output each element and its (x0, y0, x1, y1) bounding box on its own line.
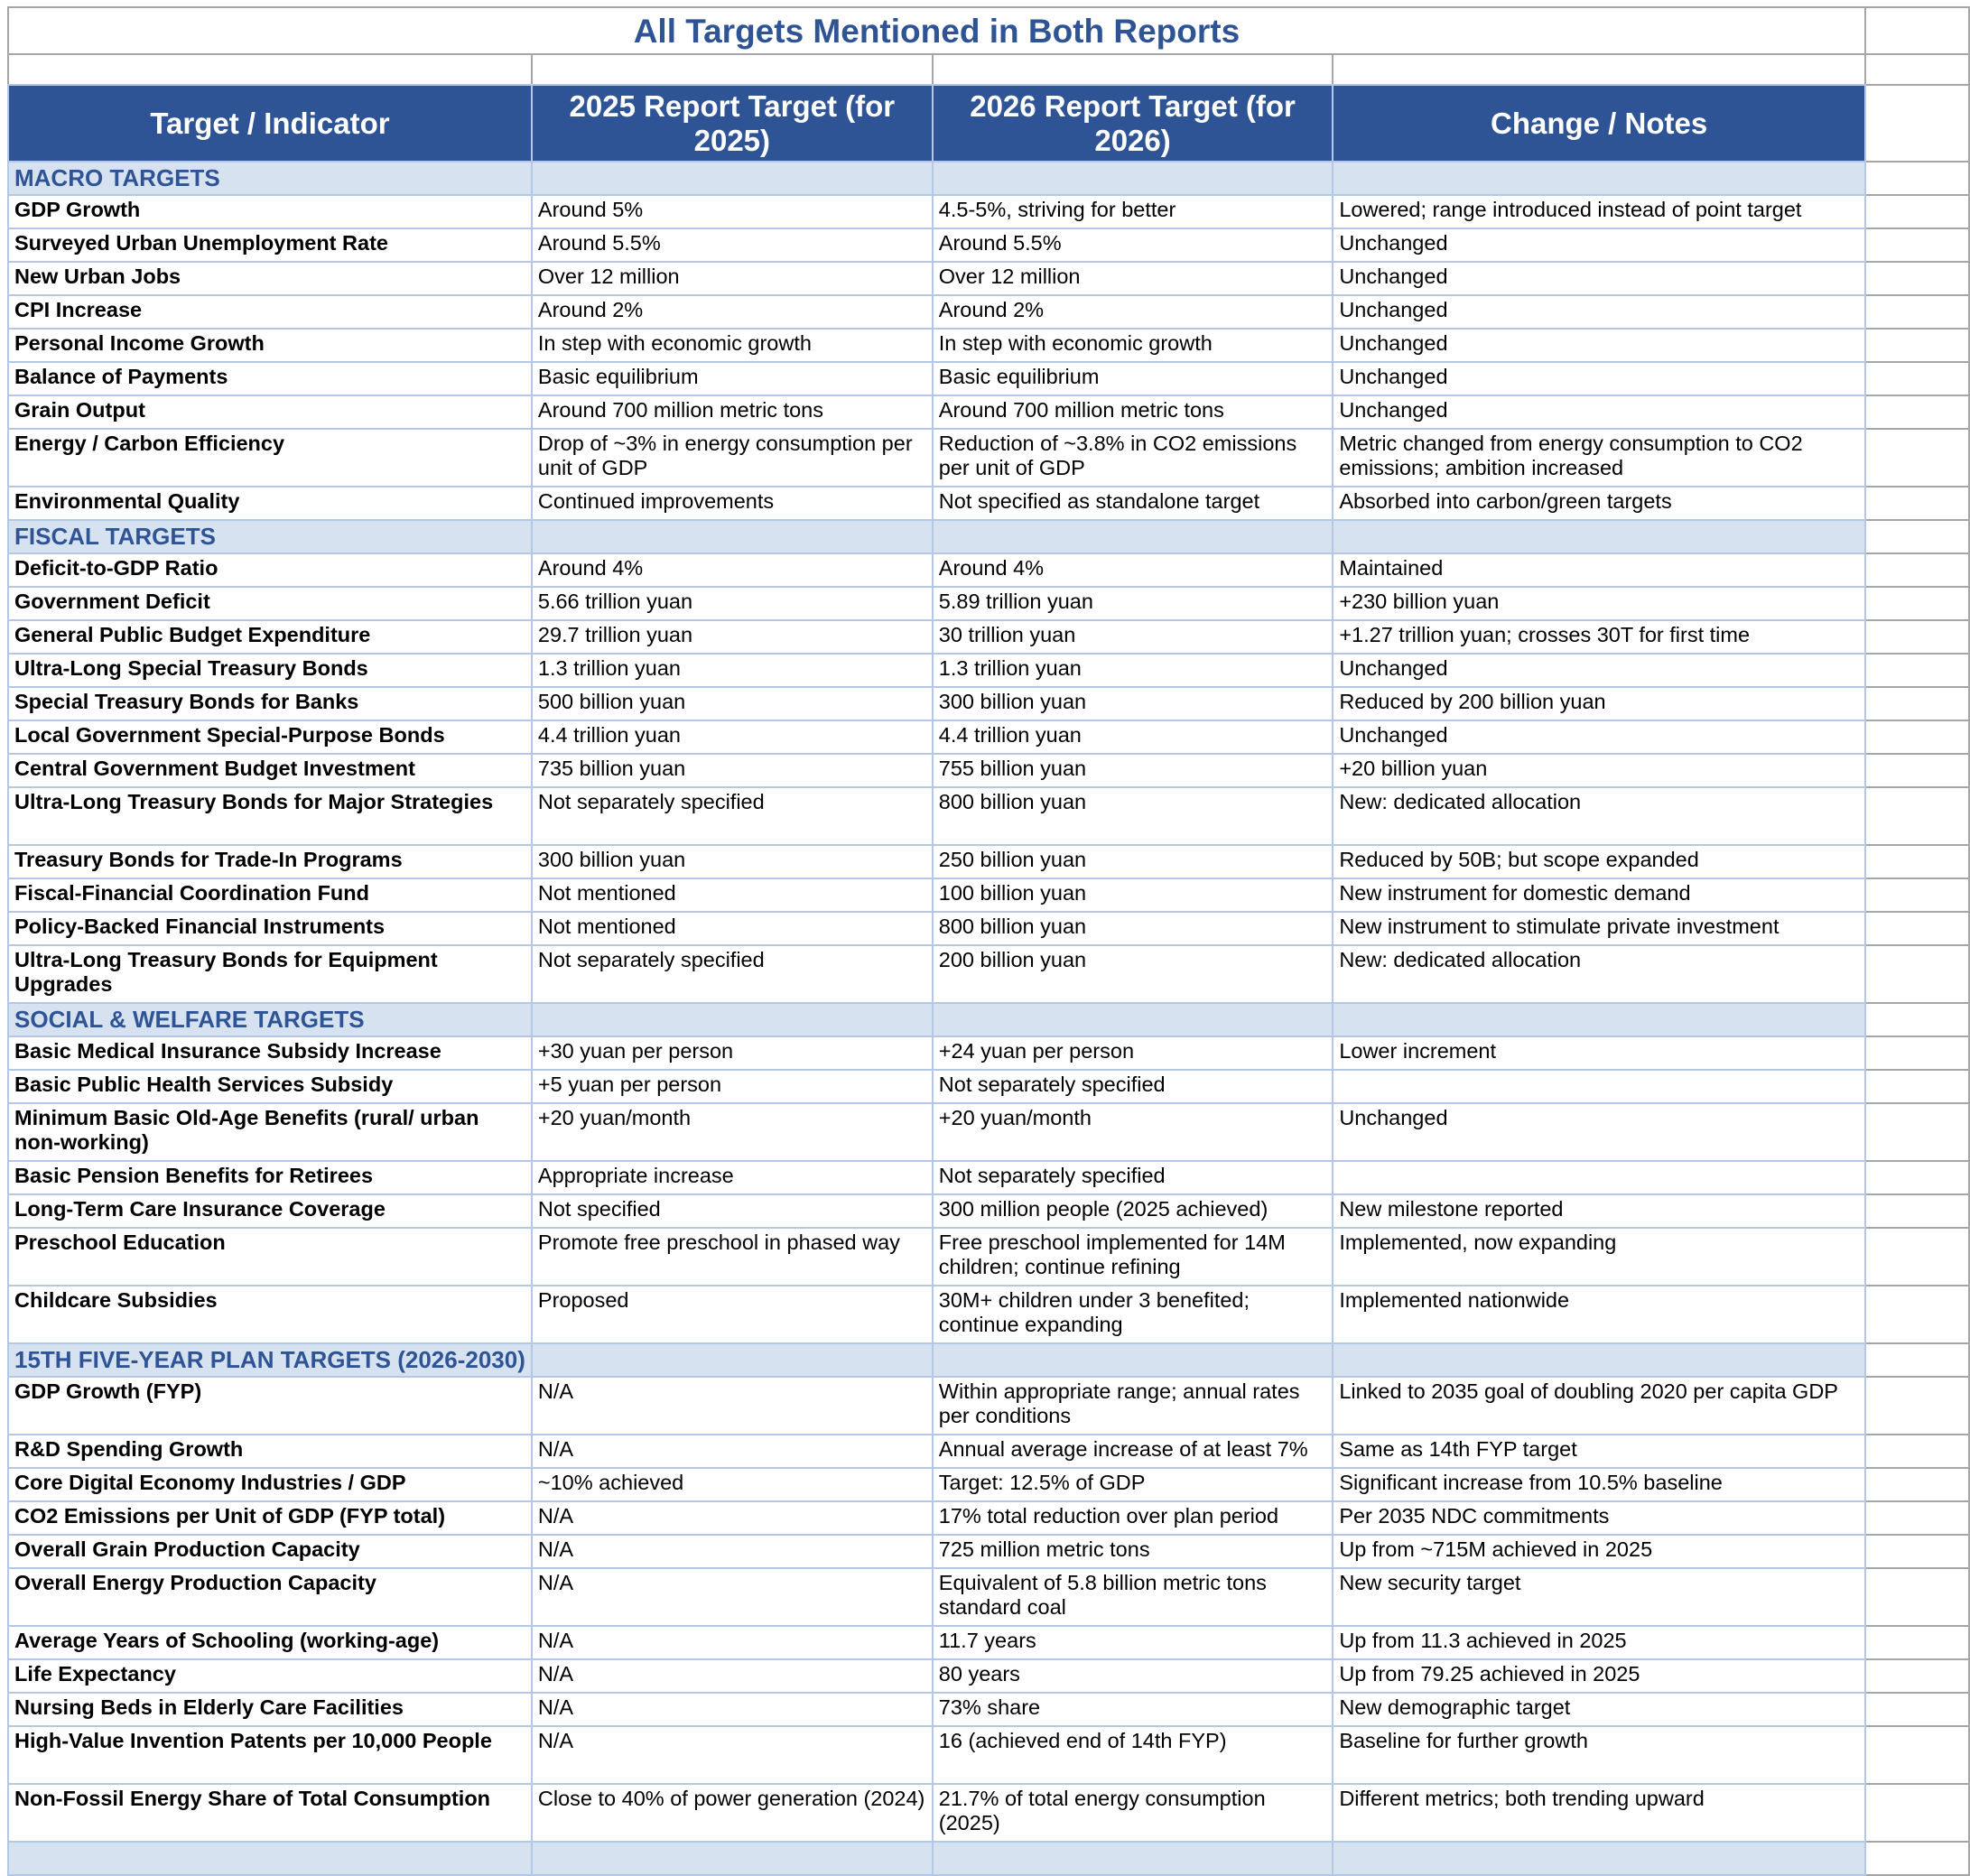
empty-cell[interactable] (933, 162, 1333, 195)
page-title[interactable]: All Targets Mentioned in Both Reports (8, 7, 1865, 54)
empty-cell[interactable] (1865, 1070, 1969, 1103)
table-row (8, 195, 1969, 228)
target-2025-cell[interactable]: Appropriate increase (532, 1161, 933, 1194)
table-row (8, 912, 1969, 945)
indicator-cell[interactable]: Average Years of Schooling (working-age) (8, 1626, 532, 1659)
target-2026-cell[interactable]: 1.3 trillion yuan (933, 654, 1333, 687)
empty-cell[interactable] (1865, 1228, 1969, 1286)
indicator-cell[interactable]: Central Government Budget Investment (8, 754, 532, 787)
change-notes-cell[interactable]: Absorbed into carbon/green targets (1333, 487, 1865, 520)
empty-cell[interactable] (1865, 1535, 1969, 1568)
empty-cell[interactable] (1865, 362, 1969, 395)
table-row (8, 687, 1969, 720)
empty-cell[interactable] (1865, 1784, 1969, 1842)
empty-cell[interactable] (933, 1343, 1333, 1377)
target-2025-cell[interactable]: Around 5% (532, 195, 933, 228)
change-notes-cell[interactable]: New demographic target (1333, 1693, 1865, 1726)
column-header-row (8, 85, 1969, 162)
table-row (8, 429, 1969, 487)
empty-cell[interactable] (1865, 1343, 1969, 1377)
target-2025-cell[interactable]: 5.66 trillion yuan (532, 587, 933, 620)
empty-cell[interactable] (532, 520, 933, 553)
target-2026-cell[interactable]: Not separately specified (933, 1161, 1333, 1194)
target-2025-cell[interactable]: N/A (532, 1501, 933, 1535)
change-notes-cell[interactable]: +230 billion yuan (1333, 587, 1865, 620)
target-2025-cell[interactable]: 735 billion yuan (532, 754, 933, 787)
target-2026-cell[interactable]: +20 yuan/month (933, 1103, 1333, 1161)
target-2025-cell[interactable]: Proposed (532, 1286, 933, 1343)
table-row (8, 1228, 1969, 1286)
empty-cell[interactable] (1865, 487, 1969, 520)
table-row (8, 845, 1969, 878)
target-2026-cell[interactable]: 100 billion yuan (933, 878, 1333, 912)
target-2026-cell[interactable]: 5.89 trillion yuan (933, 587, 1333, 620)
target-2026-cell[interactable]: Free preschool implemented for 14M children; continue refining (933, 1228, 1333, 1286)
indicator-cell[interactable]: Surveyed Urban Unemployment Rate (8, 228, 532, 262)
target-2026-cell[interactable]: 800 billion yuan (933, 912, 1333, 945)
section-title[interactable]: FISCAL TARGETS (8, 520, 532, 553)
target-2026-cell[interactable]: Over 12 million (933, 262, 1333, 295)
target-2026-cell[interactable]: Within appropriate range; annual rates per conditions (933, 1377, 1333, 1435)
target-2026-cell[interactable]: Reduction of ~3.8% in CO2 emissions per unit of GDP (933, 429, 1333, 487)
table-row (8, 1626, 1969, 1659)
empty-cell[interactable] (532, 54, 933, 85)
empty-cell[interactable] (1333, 1343, 1865, 1377)
empty-cell[interactable] (532, 1343, 933, 1377)
table-row (8, 1726, 1969, 1784)
indicator-cell[interactable]: Personal Income Growth (8, 329, 532, 362)
empty-cell[interactable] (1865, 687, 1969, 720)
change-notes-cell[interactable]: Up from ~715M achieved in 2025 (1333, 1535, 1865, 1568)
empty-cell[interactable] (933, 520, 1333, 553)
empty-cell[interactable] (1865, 845, 1969, 878)
target-2025-cell[interactable]: Not mentioned (532, 878, 933, 912)
table-row (8, 487, 1969, 520)
table-row (8, 754, 1969, 787)
change-notes-cell[interactable]: Unchanged (1333, 329, 1865, 362)
indicator-cell[interactable]: Childcare Subsidies (8, 1286, 532, 1343)
empty-cell[interactable] (1865, 1842, 1969, 1875)
indicator-cell[interactable]: Overall Grain Production Capacity (8, 1535, 532, 1568)
target-2026-cell[interactable]: 4.4 trillion yuan (933, 720, 1333, 754)
empty-cell[interactable] (1333, 520, 1865, 553)
table-row (8, 553, 1969, 587)
target-2026-cell[interactable]: Around 5.5% (933, 228, 1333, 262)
indicator-cell[interactable]: Ultra-Long Treasury Bonds for Major Strategies (8, 787, 532, 845)
indicator-cell[interactable]: Basic Medical Insurance Subsidy Increase (8, 1036, 532, 1070)
empty-cell[interactable] (1865, 1194, 1969, 1228)
empty-cell[interactable] (532, 1003, 933, 1036)
target-2025-cell[interactable]: Around 5.5% (532, 228, 933, 262)
column-header-2026-target[interactable]: 2026 Report Target (for 2026) (933, 85, 1333, 162)
target-2026-cell[interactable]: In step with economic growth (933, 329, 1333, 362)
indicator-cell[interactable]: General Public Budget Expenditure (8, 620, 532, 654)
indicator-cell[interactable]: High-Value Invention Patents per 10,000 People (8, 1726, 532, 1784)
empty-cell[interactable] (1865, 553, 1969, 587)
empty-cell[interactable] (1865, 1003, 1969, 1036)
target-2026-cell[interactable]: 73% share (933, 1693, 1333, 1726)
target-2025-cell[interactable]: Around 700 million metric tons (532, 395, 933, 429)
empty-cell[interactable] (1865, 787, 1969, 845)
indicator-cell[interactable]: Basic Pension Benefits for Retirees (8, 1161, 532, 1194)
change-notes-cell[interactable]: Metric changed from energy consumption to CO2 emissions; ambition increased (1333, 429, 1865, 487)
target-2025-cell[interactable]: 500 billion yuan (532, 687, 933, 720)
empty-cell[interactable] (1865, 1036, 1969, 1070)
column-header-change-notes[interactable]: Change / Notes (1333, 85, 1865, 162)
indicator-cell[interactable]: Basic Public Health Services Subsidy (8, 1070, 532, 1103)
change-notes-cell[interactable]: +1.27 trillion yuan; crosses 30T for first time (1333, 620, 1865, 654)
target-2025-cell[interactable]: +20 yuan/month (532, 1103, 933, 1161)
empty-cell[interactable] (1865, 878, 1969, 912)
target-2025-cell[interactable]: Basic equilibrium (532, 362, 933, 395)
change-notes-cell[interactable]: Reduced by 200 billion yuan (1333, 687, 1865, 720)
change-notes-cell[interactable]: New: dedicated allocation (1333, 945, 1865, 1003)
empty-cell[interactable] (1865, 1501, 1969, 1535)
target-2026-cell[interactable]: 21.7% of total energy consumption (2025) (933, 1784, 1333, 1842)
column-header-2025-target[interactable]: 2025 Report Target (for 2025) (532, 85, 933, 162)
section-header-row (8, 520, 1969, 553)
target-2025-cell[interactable]: N/A (532, 1377, 933, 1435)
change-notes-cell[interactable]: Unchanged (1333, 654, 1865, 687)
empty-cell[interactable] (1865, 654, 1969, 687)
empty-cell[interactable] (1333, 1003, 1865, 1036)
indicator-cell[interactable]: Grain Output (8, 395, 532, 429)
empty-cell[interactable] (1865, 912, 1969, 945)
target-2025-cell[interactable]: 29.7 trillion yuan (532, 620, 933, 654)
change-notes-cell[interactable]: Up from 11.3 achieved in 2025 (1333, 1626, 1865, 1659)
target-2025-cell[interactable]: N/A (532, 1659, 933, 1693)
indicator-cell[interactable]: Preschool Education (8, 1228, 532, 1286)
empty-cell[interactable] (933, 54, 1333, 85)
table-row (8, 620, 1969, 654)
target-2026-cell[interactable]: 80 years (933, 1659, 1333, 1693)
target-2026-cell[interactable]: Basic equilibrium (933, 362, 1333, 395)
change-notes-cell[interactable]: Unchanged (1333, 262, 1865, 295)
table-row (8, 1036, 1969, 1070)
change-notes-cell[interactable]: Significant increase from 10.5% baseline (1333, 1468, 1865, 1501)
section-header-row (8, 1003, 1969, 1036)
table-row (8, 1103, 1969, 1161)
empty-cell[interactable] (1865, 195, 1969, 228)
change-notes-cell[interactable]: +20 billion yuan (1333, 754, 1865, 787)
change-notes-cell[interactable]: Lower increment (1333, 1036, 1865, 1070)
empty-cell[interactable] (1865, 54, 1969, 85)
empty-cell[interactable] (1865, 429, 1969, 487)
target-2025-cell[interactable]: N/A (532, 1726, 933, 1784)
change-notes-cell[interactable]: Unchanged (1333, 720, 1865, 754)
empty-cell[interactable] (1333, 54, 1865, 85)
change-notes-cell[interactable]: Unchanged (1333, 295, 1865, 329)
target-2026-cell[interactable]: +24 yuan per person (933, 1036, 1333, 1070)
indicator-cell[interactable]: Deficit-to-GDP Ratio (8, 553, 532, 587)
change-notes-cell[interactable]: Up from 79.25 achieved in 2025 (1333, 1659, 1865, 1693)
indicator-cell[interactable]: R&D Spending Growth (8, 1435, 532, 1468)
change-notes-cell[interactable]: Reduced by 50B; but scope expanded (1333, 845, 1865, 878)
table-row (8, 945, 1969, 1003)
target-2026-cell[interactable]: 800 billion yuan (933, 787, 1333, 845)
target-2026-cell[interactable]: 725 million metric tons (933, 1535, 1333, 1568)
empty-cell[interactable] (1865, 945, 1969, 1003)
change-notes-cell[interactable]: New milestone reported (1333, 1194, 1865, 1228)
empty-cell[interactable] (1865, 1568, 1969, 1626)
empty-cell[interactable] (1865, 1286, 1969, 1343)
empty-cell[interactable] (1333, 1842, 1865, 1875)
table-row (8, 787, 1969, 845)
empty-cell[interactable] (1865, 228, 1969, 262)
indicator-cell[interactable]: Nursing Beds in Elderly Care Facilities (8, 1693, 532, 1726)
indicator-cell[interactable]: Fiscal-Financial Coordination Fund (8, 878, 532, 912)
target-2026-cell[interactable]: 11.7 years (933, 1626, 1333, 1659)
target-2025-cell[interactable]: 1.3 trillion yuan (532, 654, 933, 687)
empty-cell[interactable] (1865, 1103, 1969, 1161)
change-notes-cell[interactable]: Implemented nationwide (1333, 1286, 1865, 1343)
empty-cell[interactable] (1865, 329, 1969, 362)
table-row (8, 1659, 1969, 1693)
empty-cell[interactable] (1865, 620, 1969, 654)
empty-cell[interactable] (1865, 262, 1969, 295)
table-row (8, 1435, 1969, 1468)
target-2025-cell[interactable]: N/A (532, 1626, 933, 1659)
table-row (8, 1377, 1969, 1435)
empty-cell[interactable] (1865, 7, 1969, 54)
indicator-cell[interactable]: Special Treasury Bonds for Banks (8, 687, 532, 720)
empty-cell[interactable] (1865, 395, 1969, 429)
change-notes-cell[interactable]: Unchanged (1333, 395, 1865, 429)
table-row (8, 1161, 1969, 1194)
target-2025-cell[interactable]: +30 yuan per person (532, 1036, 933, 1070)
empty-cell[interactable] (1865, 520, 1969, 553)
indicator-cell[interactable]: CPI Increase (8, 295, 532, 329)
empty-cell[interactable] (8, 1842, 532, 1875)
change-notes-cell[interactable]: New: dedicated allocation (1333, 787, 1865, 845)
target-2025-cell[interactable]: Close to 40% of power generation (2024) (532, 1784, 933, 1842)
target-2025-cell[interactable]: Around 2% (532, 295, 933, 329)
indicator-cell[interactable]: Balance of Payments (8, 362, 532, 395)
table-row (8, 654, 1969, 687)
change-notes-cell[interactable]: Implemented, now expanding (1333, 1228, 1865, 1286)
table-row (8, 1784, 1969, 1842)
empty-cell[interactable] (1865, 1693, 1969, 1726)
target-2025-cell[interactable]: 4.4 trillion yuan (532, 720, 933, 754)
empty-cell[interactable] (1865, 754, 1969, 787)
section-title[interactable]: 15TH FIVE-YEAR PLAN TARGETS (2026-2030) (8, 1343, 532, 1377)
target-2025-cell[interactable]: N/A (532, 1535, 933, 1568)
table-row (8, 329, 1969, 362)
table-row (8, 1194, 1969, 1228)
section-title[interactable]: MACRO TARGETS (8, 162, 532, 195)
indicator-cell[interactable]: Overall Energy Production Capacity (8, 1568, 532, 1626)
indicator-cell[interactable]: Minimum Basic Old-Age Benefits (rural/ urban non-working) (8, 1103, 532, 1161)
indicator-cell[interactable]: New Urban Jobs (8, 262, 532, 295)
table-row (8, 395, 1969, 429)
target-2026-cell[interactable]: 755 billion yuan (933, 754, 1333, 787)
section-title[interactable]: SOCIAL & WELFARE TARGETS (8, 1003, 532, 1036)
table-row (8, 1468, 1969, 1501)
change-notes-cell[interactable] (1333, 1161, 1865, 1194)
target-2026-cell[interactable]: 200 billion yuan (933, 945, 1333, 1003)
indicator-cell[interactable]: GDP Growth (FYP) (8, 1377, 532, 1435)
blank-row (8, 54, 1969, 85)
empty-cell[interactable] (8, 54, 532, 85)
empty-cell[interactable] (1865, 1726, 1969, 1784)
empty-cell[interactable] (1865, 1468, 1969, 1501)
table-row (8, 587, 1969, 620)
change-notes-cell[interactable]: Baseline for further growth (1333, 1726, 1865, 1784)
indicator-cell[interactable]: Energy / Carbon Efficiency (8, 429, 532, 487)
table-row (8, 720, 1969, 754)
indicator-cell[interactable]: Local Government Special-Purpose Bonds (8, 720, 532, 754)
target-2025-cell[interactable]: Not specified (532, 1194, 933, 1228)
empty-cell[interactable] (1865, 162, 1969, 195)
target-2025-cell[interactable]: Continued improvements (532, 487, 933, 520)
change-notes-cell[interactable]: New security target (1333, 1568, 1865, 1626)
section-header-row-partial (8, 1842, 1969, 1875)
target-2026-cell[interactable]: Not separately specified (933, 1070, 1333, 1103)
empty-cell[interactable] (532, 162, 933, 195)
target-2025-cell[interactable]: Around 4% (532, 553, 933, 587)
indicator-cell[interactable]: Long-Term Care Insurance Coverage (8, 1194, 532, 1228)
empty-cell[interactable] (1865, 720, 1969, 754)
empty-cell[interactable] (532, 1842, 933, 1875)
target-2026-cell[interactable]: Equivalent of 5.8 billion metric tons standard coal (933, 1568, 1333, 1626)
change-notes-cell[interactable]: Linked to 2035 goal of doubling 2020 per capita GDP (1333, 1377, 1865, 1435)
table-row (8, 1535, 1969, 1568)
target-2025-cell[interactable]: N/A (532, 1435, 933, 1468)
target-2025-cell[interactable]: N/A (532, 1568, 933, 1626)
target-2025-cell[interactable]: Not separately specified (532, 787, 933, 845)
target-2026-cell[interactable]: Around 4% (933, 553, 1333, 587)
target-2025-cell[interactable]: +5 yuan per person (532, 1070, 933, 1103)
section-header-row (8, 162, 1969, 195)
target-2025-cell[interactable]: ~10% achieved (532, 1468, 933, 1501)
change-notes-cell[interactable]: New instrument for domestic demand (1333, 878, 1865, 912)
table-row (8, 295, 1969, 329)
target-2026-cell[interactable]: 300 million people (2025 achieved) (933, 1194, 1333, 1228)
table-row (8, 362, 1969, 395)
target-2026-cell[interactable]: Around 700 million metric tons (933, 395, 1333, 429)
indicator-cell[interactable]: Treasury Bonds for Trade-In Programs (8, 845, 532, 878)
target-2026-cell[interactable]: 250 billion yuan (933, 845, 1333, 878)
empty-cell[interactable] (1865, 1659, 1969, 1693)
indicator-cell[interactable]: Life Expectancy (8, 1659, 532, 1693)
empty-cell[interactable] (1865, 1377, 1969, 1435)
empty-cell[interactable] (1865, 85, 1969, 162)
change-notes-cell[interactable] (1333, 1070, 1865, 1103)
target-2026-cell[interactable]: Annual average increase of at least 7% (933, 1435, 1333, 1468)
empty-cell[interactable] (933, 1842, 1333, 1875)
change-notes-cell[interactable]: New instrument to stimulate private investment (1333, 912, 1865, 945)
target-2026-cell[interactable]: Target: 12.5% of GDP (933, 1468, 1333, 1501)
title-row (8, 7, 1969, 54)
empty-cell[interactable] (933, 1003, 1333, 1036)
target-2025-cell[interactable]: Not separately specified (532, 945, 933, 1003)
change-notes-cell[interactable]: Unchanged (1333, 362, 1865, 395)
indicator-cell[interactable]: GDP Growth (8, 195, 532, 228)
indicator-cell[interactable]: Core Digital Economy Industries / GDP (8, 1468, 532, 1501)
change-notes-cell[interactable]: Same as 14th FYP target (1333, 1435, 1865, 1468)
indicator-cell[interactable]: Non-Fossil Energy Share of Total Consumption (8, 1784, 532, 1842)
indicator-cell[interactable]: Government Deficit (8, 587, 532, 620)
table-row (8, 1070, 1969, 1103)
target-2026-cell[interactable]: 300 billion yuan (933, 687, 1333, 720)
indicator-cell[interactable]: Ultra-Long Special Treasury Bonds (8, 654, 532, 687)
change-notes-cell[interactable]: Unchanged (1333, 228, 1865, 262)
table-row (8, 262, 1969, 295)
table-row (8, 1693, 1969, 1726)
targets-spreadsheet (7, 6, 1970, 1876)
target-2025-cell[interactable]: Over 12 million (532, 262, 933, 295)
target-2026-cell[interactable]: 30M+ children under 3 benefited; continue expanding (933, 1286, 1333, 1343)
target-2026-cell[interactable]: 30 trillion yuan (933, 620, 1333, 654)
target-2025-cell[interactable]: Drop of ~3% in energy consumption per unit of GDP (532, 429, 933, 487)
column-header-indicator[interactable]: Target / Indicator (8, 85, 532, 162)
target-2025-cell[interactable]: In step with economic growth (532, 329, 933, 362)
section-header-row (8, 1343, 1969, 1377)
target-2025-cell[interactable]: 300 billion yuan (532, 845, 933, 878)
indicator-cell[interactable]: Ultra-Long Treasury Bonds for Equipment Upgrades (8, 945, 532, 1003)
indicator-cell[interactable]: Policy-Backed Financial Instruments (8, 912, 532, 945)
target-2025-cell[interactable]: N/A (532, 1693, 933, 1726)
empty-cell[interactable] (1865, 295, 1969, 329)
change-notes-cell[interactable]: Maintained (1333, 553, 1865, 587)
target-2026-cell[interactable]: Not specified as standalone target (933, 487, 1333, 520)
change-notes-cell[interactable]: Per 2035 NDC commitments (1333, 1501, 1865, 1535)
empty-cell[interactable] (1865, 1161, 1969, 1194)
table-row (8, 1568, 1969, 1626)
table-row (8, 1501, 1969, 1535)
change-notes-cell[interactable]: Different metrics; both trending upward (1333, 1784, 1865, 1842)
change-notes-cell[interactable]: Lowered; range introduced instead of point target (1333, 195, 1865, 228)
target-2026-cell[interactable]: 16 (achieved end of 14th FYP) (933, 1726, 1333, 1784)
target-2026-cell[interactable]: Around 2% (933, 295, 1333, 329)
empty-cell[interactable] (1865, 1626, 1969, 1659)
target-2026-cell[interactable]: 17% total reduction over plan period (933, 1501, 1333, 1535)
table-row (8, 1286, 1969, 1343)
target-2025-cell[interactable]: Not mentioned (532, 912, 933, 945)
target-2025-cell[interactable]: Promote free preschool in phased way (532, 1228, 933, 1286)
change-notes-cell[interactable]: Unchanged (1333, 1103, 1865, 1161)
table-row (8, 878, 1969, 912)
empty-cell[interactable] (1865, 1435, 1969, 1468)
empty-cell[interactable] (1865, 587, 1969, 620)
indicator-cell[interactable]: CO2 Emissions per Unit of GDP (FYP total) (8, 1501, 532, 1535)
indicator-cell[interactable]: Environmental Quality (8, 487, 532, 520)
empty-cell[interactable] (1333, 162, 1865, 195)
target-2026-cell[interactable]: 4.5-5%, striving for better (933, 195, 1333, 228)
table-row (8, 228, 1969, 262)
